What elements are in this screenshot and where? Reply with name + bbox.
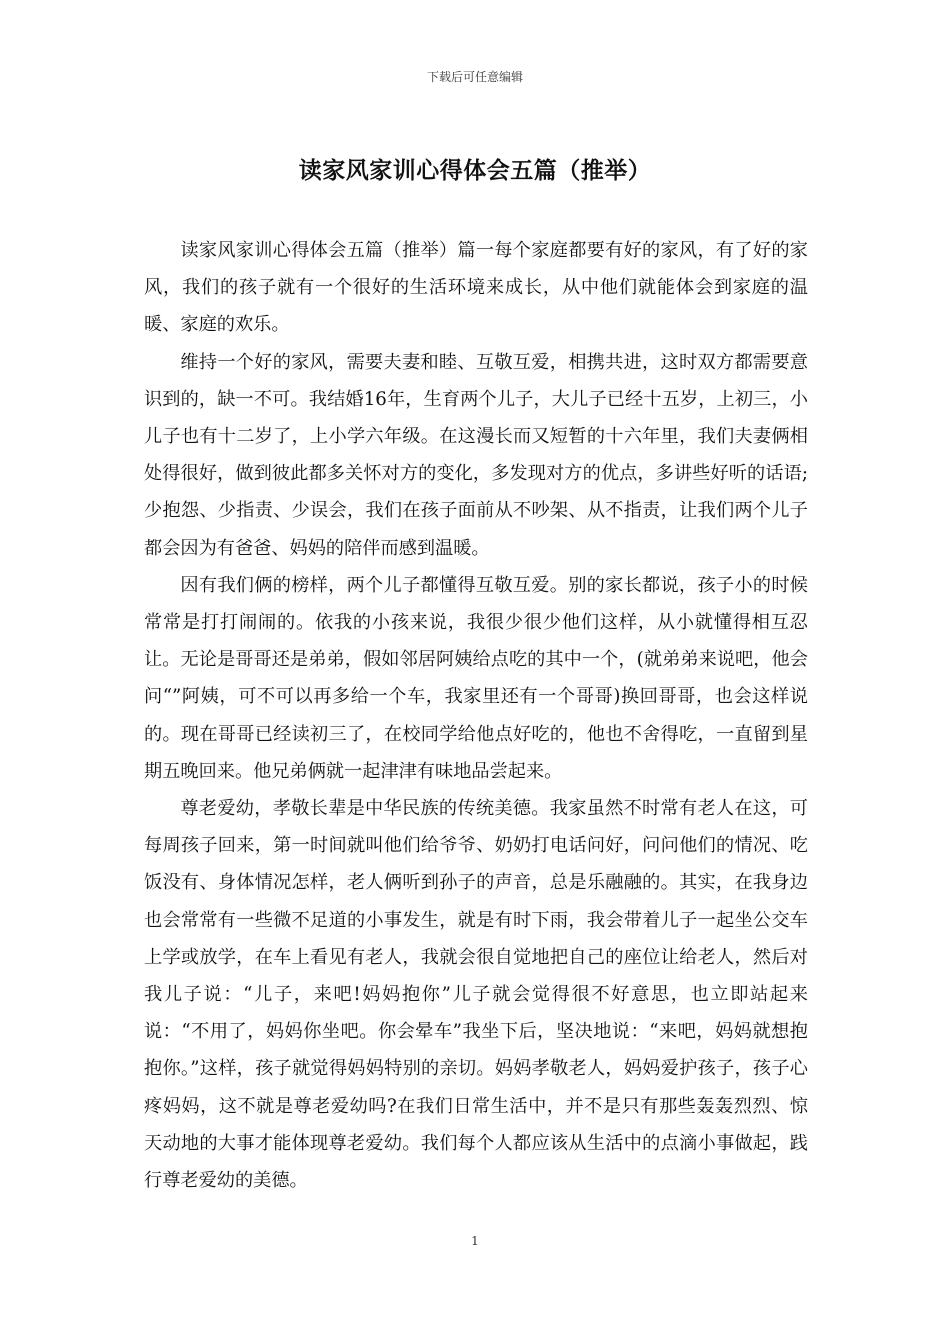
- document-title: 读家风家训心得体会五篇（推举）: [298, 157, 652, 184]
- paragraph: 因有我们俩的榜样，两个儿子都懂得互敬互爱。别的家长都说，孩子小的时候常常是打打闹闹的。依我的小孩来说，我很少很少他们这样，从小就懂得相互忍让。无论是哥哥还是弟弟，假如邻居阿姨给点吃的其中一个，(就弟弟来说吧，他会问“”阿姨，可不可以再多给一个车，我家里还有一个哥哥)换回哥哥，也会这样说的。现在哥哥已经读初三了，在校同学给他点好吃的，他也不舍得吃，一直留到星期五晚回来。他兄弟俩就一起津津有味地品尝起来。: [144, 574, 808, 782]
- header-note: 下载后可任意编辑: [426, 70, 523, 84]
- paragraph: 维持一个好的家风，需要夫妻和睦、互敬互爱，相携共进，这时双方都需要意识到的，缺一不可。我结婚16年，生育两个儿子，大儿子已经十五岁，上初三，小儿子也有十二岁了，上小学六年级。在这漫长而又短暂的十六年里，我们夫妻俩相处得很好，做到彼此都多关怀对方的变化，多发现对方的优点，多讲些好听的话语;少抱怨、少指责、少误会，我们在孩子面前从不吵架、从不指责，让我们两个儿子都会因为有爸爸、妈妈的陪伴而感到温暖。: [144, 351, 808, 559]
- paragraph: 读家风家训心得体会五篇（推举）篇一每个家庭都要有好的家风，有了好的家风，我们的孩子就有一个很好的生活环境来成长，从中他们就能体会到家庭的温暖、家庭的欢乐。: [144, 240, 808, 336]
- page-number: 1: [471, 1234, 479, 1248]
- document-body: [144, 232, 808, 1199]
- paragraph: 尊老爱幼，孝敬长辈是中华民族的传统美德。我家虽然不时常有老人在这，可每周孩子回来，第一时间就叫他们给爷爷、奶奶打电话问好，问问他们的情况、吃饭没有、身体情况怎样，老人俩听到孙子的声音，总是乐融融的。其实，在我身边也会常常有一些微不足道的小事发生，就是有时下雨，我会带着儿子一起坐公交车上学或放学，在车上看见有老人，我就会很自觉地把自己的座位让给老人，然后对我儿子说：“儿子，来吧!妈妈抱你”儿子就会觉得很不好意思，也立即站起来说：“不用了，妈妈你坐吧。你会晕车”我坐下后，坚决地说：“来吧，妈妈就想抱抱你。”这样，孩子就觉得妈妈特别的亲切。妈妈孝敬老人，妈妈爱护孩子，孩子心疼妈妈，这不就是尊老爱幼吗?在我们日常生活中，并不是只有那些轰轰烈烈、惊天动地的大事才能体现尊老爱幼。我们每个人都应该从生活中的点滴小事做起，践行尊老爱幼的美德。: [144, 798, 808, 1192]
